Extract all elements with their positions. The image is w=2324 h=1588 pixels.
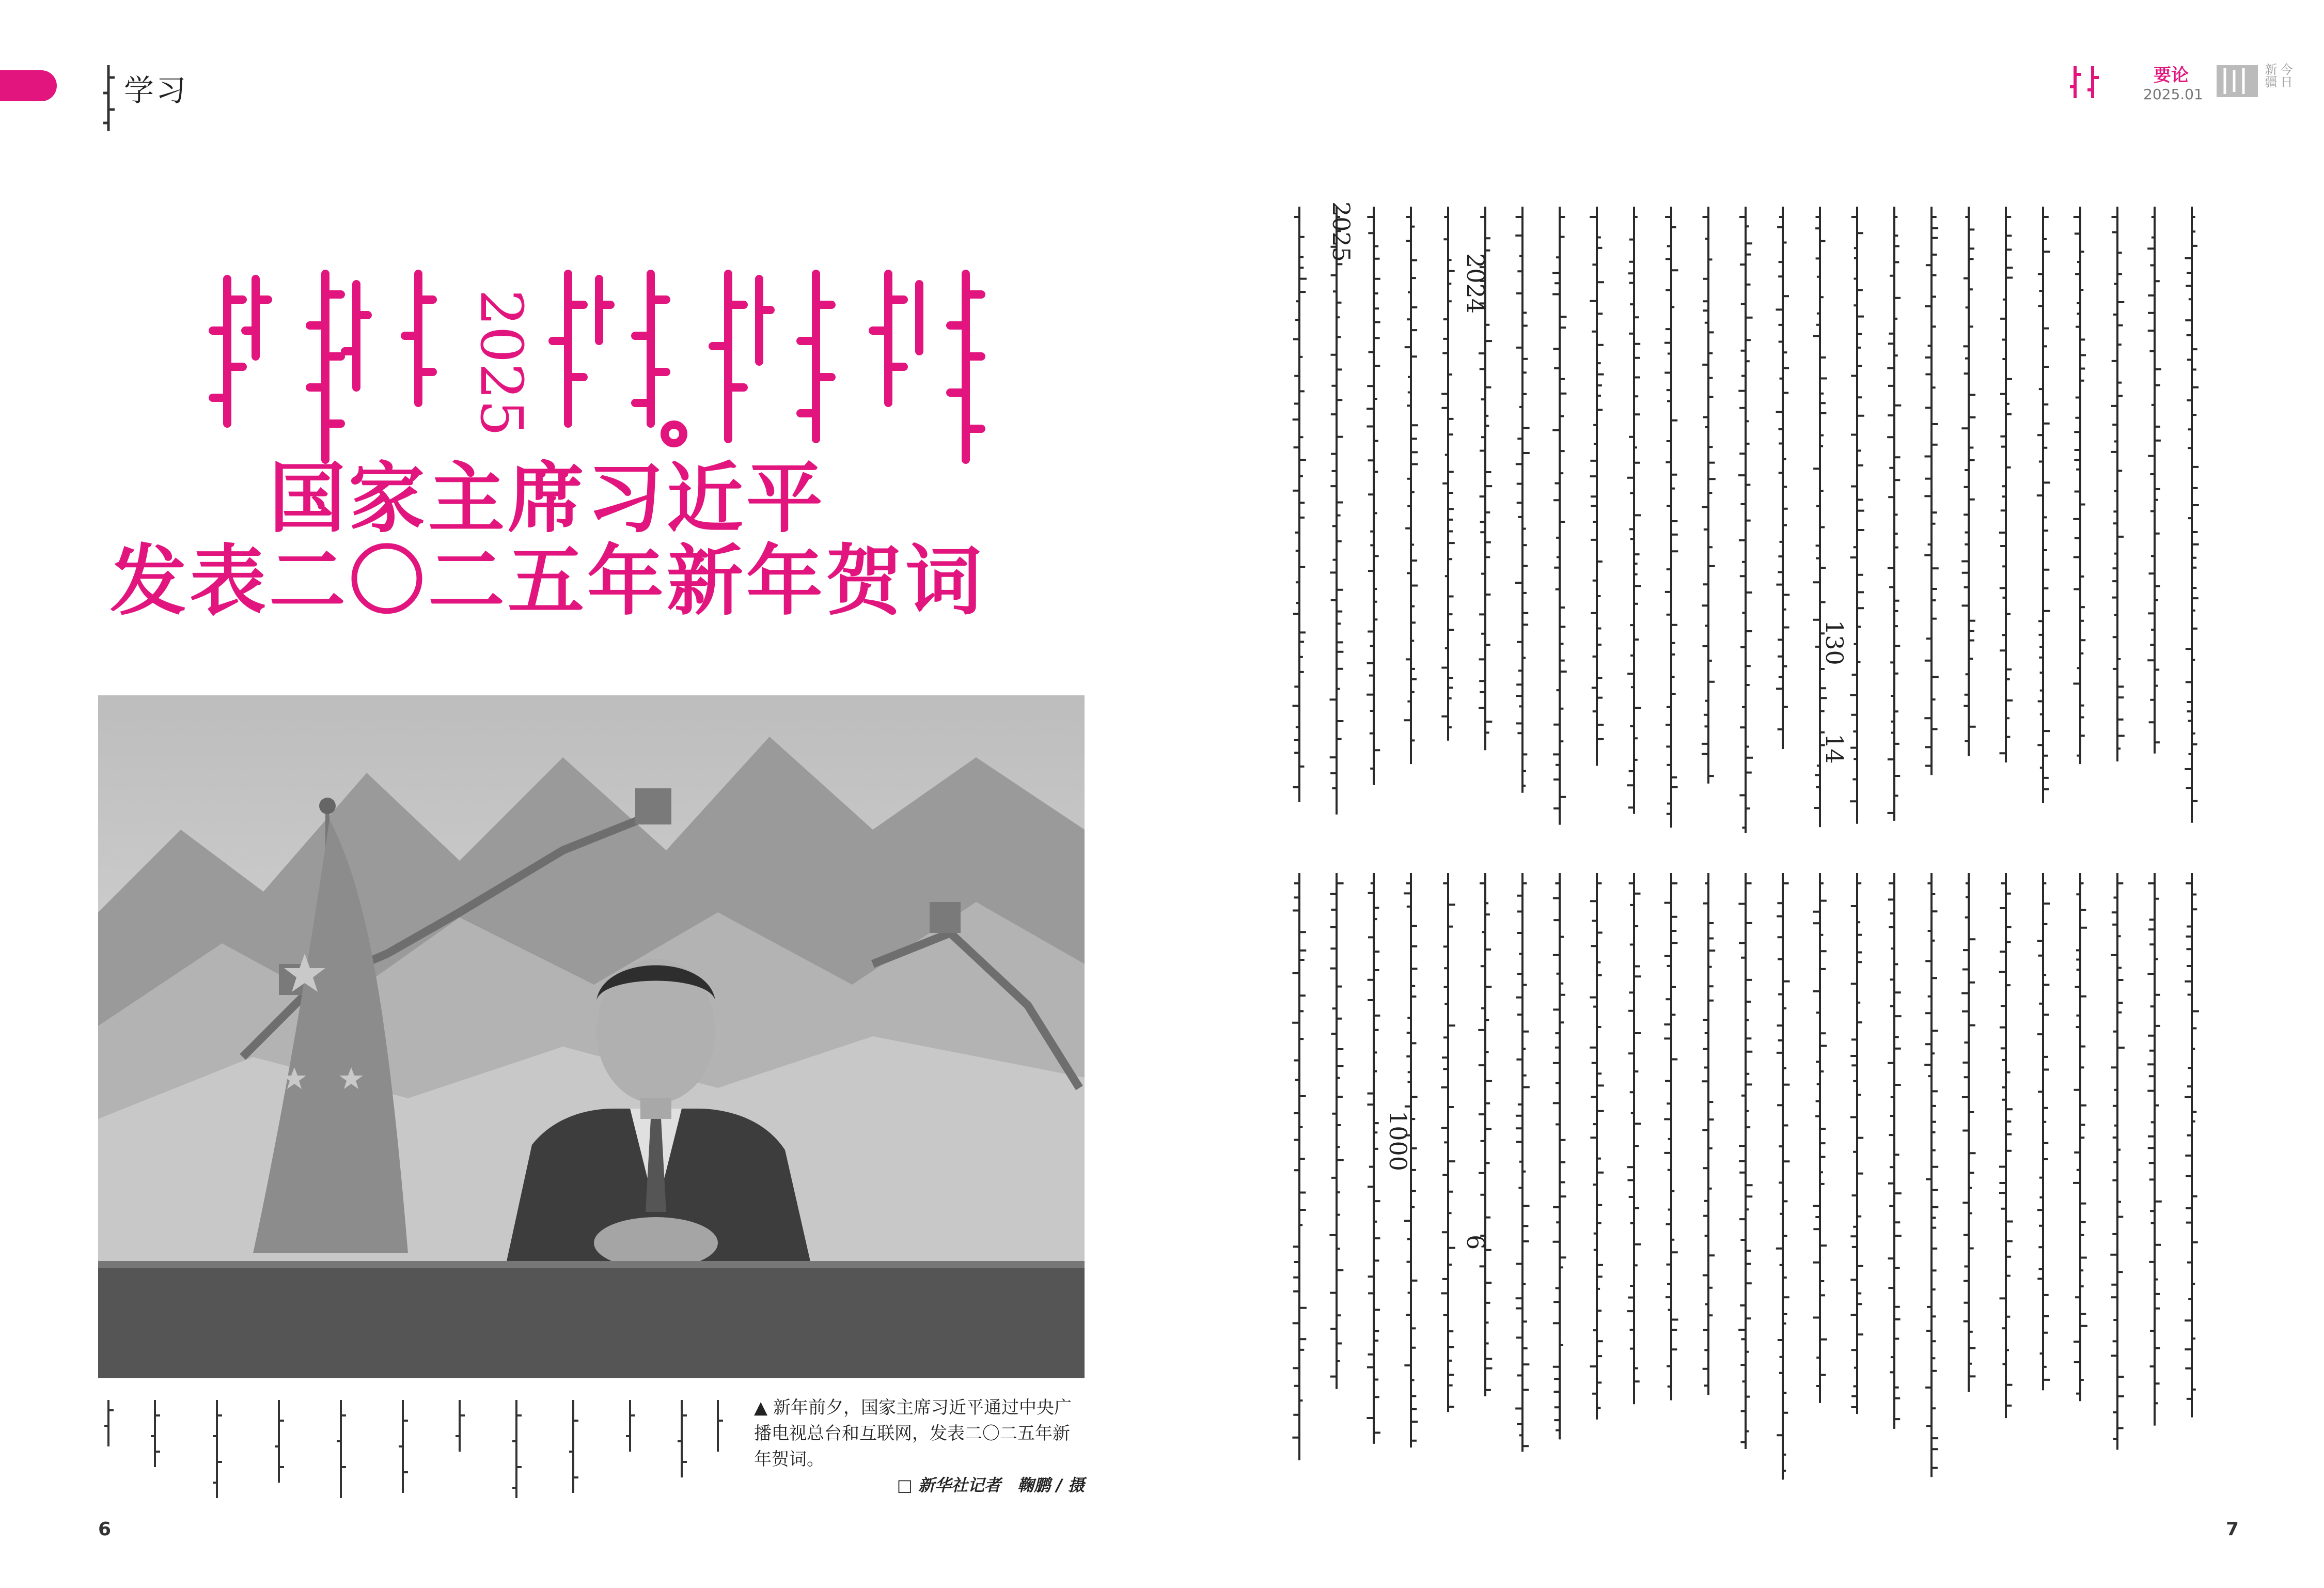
mongolian-text-column bbox=[1887, 207, 1901, 821]
mongolian-text-column bbox=[2185, 207, 2199, 823]
photo-caption bbox=[754, 1395, 1085, 1498]
mongolian-text-column bbox=[1441, 873, 1455, 1412]
mongolian-text-column bbox=[1367, 207, 1380, 785]
inline-number-6: 6 bbox=[1462, 1235, 1489, 1250]
mongolian-text-column bbox=[1515, 873, 1530, 1452]
mongolian-text-column bbox=[1702, 207, 1716, 784]
inline-number-130: 130 bbox=[1820, 620, 1848, 665]
mongolian-headline bbox=[207, 269, 992, 475]
mongolian-text-column bbox=[1404, 207, 1418, 764]
mongolian-text-column bbox=[2147, 873, 2162, 1426]
mongolian-text-column bbox=[1924, 873, 1938, 1477]
caption-text: ▲ 新年前夕，国家主席习近平通过中央广播电视总台和互联网，发表二〇二五年新年贺词。 bbox=[754, 1397, 1072, 1470]
page-number-right: 7 bbox=[2226, 1519, 2239, 1540]
news-photo bbox=[98, 695, 1085, 1378]
section-title: 学习 bbox=[124, 73, 189, 108]
mongolian-text-column bbox=[2147, 207, 2161, 754]
mongolian-text-column bbox=[1329, 873, 1343, 1389]
mongolian-text-column bbox=[2073, 207, 2086, 764]
mongolian-text-column bbox=[2111, 207, 2125, 761]
mongolian-text-column bbox=[1999, 207, 2013, 762]
mongolian-text-column bbox=[1367, 873, 1380, 1444]
mongolian-text-column bbox=[1478, 873, 1492, 1396]
magazine-header bbox=[2066, 61, 2293, 113]
mongolian-text-column bbox=[1999, 873, 2013, 1418]
mongolian-text-column bbox=[2110, 873, 2125, 1450]
mongolian-caption bbox=[98, 1390, 733, 1508]
mongolian-text-column bbox=[1776, 207, 1790, 749]
mongolian-text-column bbox=[1850, 207, 1864, 824]
mongolian-text-column bbox=[1813, 873, 1827, 1403]
headline-line-1: 国家主席习近平 bbox=[269, 454, 826, 543]
mongolian-text-column bbox=[2037, 873, 2050, 1390]
headline-line-2: 发表二〇二五年新年贺词 bbox=[110, 537, 985, 626]
mongolian-text-column bbox=[1515, 207, 1530, 793]
mongolian-text-column bbox=[1330, 207, 1344, 815]
header-mongolian-column-name bbox=[2066, 64, 2107, 100]
section-tab-marker bbox=[0, 70, 57, 101]
mongolian-text-column bbox=[1441, 207, 1455, 741]
mongolian-text-column bbox=[1292, 873, 1307, 1460]
mongolian-text-column bbox=[2037, 207, 2050, 803]
mongolian-text-column bbox=[1961, 207, 1976, 756]
mongolian-text-column bbox=[1553, 873, 1566, 1439]
mongolian-text-column bbox=[1293, 207, 1307, 802]
mongolian-text-column bbox=[1590, 873, 1604, 1420]
mongolian-text-column bbox=[1552, 207, 1567, 825]
mongolian-text-column bbox=[1961, 873, 1975, 1392]
photo-illustration bbox=[98, 695, 1085, 1378]
mongolian-text-column bbox=[1664, 873, 1678, 1400]
mongolian-text-column bbox=[2073, 873, 2087, 1401]
body-text-upper bbox=[1281, 201, 2210, 852]
mongolian-text-column bbox=[1665, 207, 1678, 828]
inline-number-1000: 1000 bbox=[1384, 1111, 1412, 1172]
mongolian-text-column bbox=[1776, 873, 1790, 1480]
inline-number-2024: 2024 bbox=[1462, 253, 1489, 314]
inline-number-2025: 2025 bbox=[1327, 201, 1355, 262]
mongolian-text-column bbox=[1738, 207, 1753, 833]
column-name: 要论 bbox=[2154, 65, 2189, 86]
mongolian-text-column bbox=[1888, 873, 1902, 1429]
body-text-lower bbox=[1281, 868, 2210, 1503]
mongolian-text-column bbox=[1738, 873, 1753, 1449]
magazine-logo-text: 今日新疆 bbox=[2263, 63, 2292, 88]
page-number-left: 6 bbox=[98, 1519, 112, 1540]
photo-credit: □ 新华社记者 鞠鹏 / 摄 bbox=[897, 1475, 1085, 1495]
headline-year: 2025 bbox=[467, 289, 535, 437]
header-mongolian-script bbox=[98, 62, 119, 134]
mongolian-text-column bbox=[1702, 873, 1715, 1395]
mongolian-text-column bbox=[1590, 207, 1604, 766]
mongolian-text-column bbox=[1627, 207, 1641, 814]
mongolian-text-column bbox=[1627, 873, 1641, 1404]
inline-number-14: 14 bbox=[1820, 734, 1848, 764]
mongolian-text-column bbox=[1924, 207, 1939, 775]
mongolian-text-column bbox=[1850, 873, 1863, 1414]
issue-number: 2025.01 bbox=[2143, 86, 2203, 103]
mongolian-text-column bbox=[2185, 873, 2199, 1418]
